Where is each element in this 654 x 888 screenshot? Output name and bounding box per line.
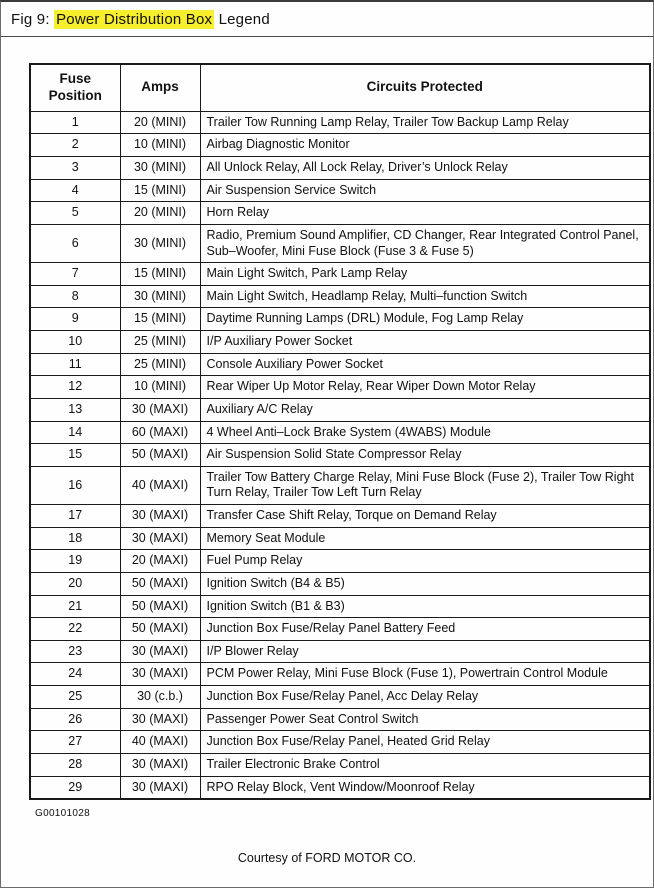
fuse-position-cell: 6 [30, 224, 120, 262]
circuits-cell: Fuel Pump Relay [200, 550, 650, 573]
fuse-position-cell: 17 [30, 505, 120, 528]
amps-cell: 10 (MINI) [120, 376, 200, 399]
amps-cell: 15 (MINI) [120, 179, 200, 202]
circuits-cell: 4 Wheel Anti–Lock Brake System (4WABS) Module [200, 421, 650, 444]
table-row [30, 505, 650, 528]
amps-cell: 20 (MINI) [120, 111, 200, 134]
amps-cell: 25 (MINI) [120, 331, 200, 354]
table-row [30, 353, 650, 376]
circuits-cell: Trailer Electronic Brake Control [200, 753, 650, 776]
amps-cell: 40 (MAXI) [120, 466, 200, 504]
amps-cell: 30 (MAXI) [120, 527, 200, 550]
circuits-cell: Transfer Case Shift Relay, Torque on Demand Relay [200, 505, 650, 528]
fuse-position-cell: 4 [30, 179, 120, 202]
fuse-position-cell: 19 [30, 550, 120, 573]
fuse-legend-table [29, 63, 651, 800]
header-amps: Amps [120, 64, 200, 111]
circuits-cell: Trailer Tow Running Lamp Relay, Trailer Tow Backup Lamp Relay [200, 111, 650, 134]
fuse-position-cell: 5 [30, 202, 120, 225]
amps-cell: 15 (MINI) [120, 308, 200, 331]
fuse-position-cell: 13 [30, 398, 120, 421]
amps-cell: 30 (MINI) [120, 285, 200, 308]
fuse-position-cell: 7 [30, 263, 120, 286]
table-row [30, 776, 650, 799]
circuits-cell: Airbag Diagnostic Monitor [200, 134, 650, 157]
table-row [30, 595, 650, 618]
table-row [30, 157, 650, 180]
table-row [30, 202, 650, 225]
circuits-cell: PCM Power Relay, Mini Fuse Block (Fuse 1), Powertrain Control Module [200, 663, 650, 686]
amps-cell: 30 (MAXI) [120, 505, 200, 528]
table-row [30, 134, 650, 157]
amps-cell: 30 (MAXI) [120, 663, 200, 686]
fuse-position-cell: 15 [30, 444, 120, 467]
fuse-position-cell: 20 [30, 572, 120, 595]
table-row [30, 179, 650, 202]
amps-cell: 30 (MAXI) [120, 708, 200, 731]
fuse-position-cell: 16 [30, 466, 120, 504]
amps-cell: 15 (MINI) [120, 263, 200, 286]
table-row [30, 376, 650, 399]
table-row [30, 572, 650, 595]
circuits-cell: Air Suspension Service Switch [200, 179, 650, 202]
header-fuse-position: Fuse Position [30, 64, 120, 111]
circuits-cell: Junction Box Fuse/Relay Panel Battery Feed [200, 618, 650, 641]
table-row [30, 663, 650, 686]
amps-cell: 50 (MAXI) [120, 595, 200, 618]
table-row [30, 331, 650, 354]
circuits-cell: Memory Seat Module [200, 527, 650, 550]
table-row [30, 640, 650, 663]
figure-title-suffix: Legend [214, 11, 270, 28]
fuse-position-cell: 29 [30, 776, 120, 799]
amps-cell: 50 (MAXI) [120, 444, 200, 467]
circuits-cell: Trailer Tow Battery Charge Relay, Mini Fuse Block (Fuse 2), Trailer Tow Right Turn Relay, Trailer Tow Left Turn Relay [200, 466, 650, 504]
fuse-position-cell: 26 [30, 708, 120, 731]
fuse-position-cell: 21 [30, 595, 120, 618]
table-row [30, 466, 650, 504]
table-row [30, 421, 650, 444]
table-row [30, 731, 650, 754]
circuits-cell: Daytime Running Lamps (DRL) Module, Fog Lamp Relay [200, 308, 650, 331]
circuits-cell: Ignition Switch (B4 & B5) [200, 572, 650, 595]
table-header-row [30, 64, 650, 111]
fuse-position-cell: 25 [30, 686, 120, 709]
amps-cell: 30 (MAXI) [120, 640, 200, 663]
amps-cell: 50 (MAXI) [120, 572, 200, 595]
fuse-position-cell: 27 [30, 731, 120, 754]
amps-cell: 25 (MINI) [120, 353, 200, 376]
fuse-position-cell: 22 [30, 618, 120, 641]
fuse-position-cell: 14 [30, 421, 120, 444]
table-row [30, 550, 650, 573]
circuits-cell: All Unlock Relay, All Lock Relay, Driver’s Unlock Relay [200, 157, 650, 180]
amps-cell: 30 (c.b.) [120, 686, 200, 709]
amps-cell: 20 (MINI) [120, 202, 200, 225]
table-row [30, 263, 650, 286]
circuits-cell: RPO Relay Block, Vent Window/Moonroof Relay [200, 776, 650, 799]
table-row [30, 308, 650, 331]
circuits-cell: Horn Relay [200, 202, 650, 225]
fuse-position-cell: 23 [30, 640, 120, 663]
table-row [30, 708, 650, 731]
fuse-position-cell: 1 [30, 111, 120, 134]
header-circuits-protected: Circuits Protected [200, 64, 650, 111]
circuits-cell: Junction Box Fuse/Relay Panel, Acc Delay Relay [200, 686, 650, 709]
table-row [30, 224, 650, 262]
amps-cell: 30 (MAXI) [120, 398, 200, 421]
amps-cell: 30 (MAXI) [120, 753, 200, 776]
circuits-cell: Console Auxiliary Power Socket [200, 353, 650, 376]
circuits-cell: Auxiliary A/C Relay [200, 398, 650, 421]
circuits-cell: Main Light Switch, Headlamp Relay, Multi–function Switch [200, 285, 650, 308]
fuse-position-cell: 11 [30, 353, 120, 376]
figure-title [1, 2, 653, 37]
circuits-cell: Radio, Premium Sound Amplifier, CD Changer, Rear Integrated Control Panel, Sub–Woofer, Mini Fuse Block (Fuse 3 & Fuse 5) [200, 224, 650, 262]
fuse-position-cell: 2 [30, 134, 120, 157]
table-row [30, 444, 650, 467]
amps-cell: 10 (MINI) [120, 134, 200, 157]
figure-reference-code: G00101028 [35, 808, 90, 820]
figure-title-prefix: Fig 9: [11, 11, 55, 28]
fuse-position-cell: 3 [30, 157, 120, 180]
circuits-cell: Rear Wiper Up Motor Relay, Rear Wiper Down Motor Relay [200, 376, 650, 399]
table-row [30, 285, 650, 308]
table-row [30, 398, 650, 421]
circuits-cell: Ignition Switch (B1 & B3) [200, 595, 650, 618]
circuits-cell: Air Suspension Solid State Compressor Relay [200, 444, 650, 467]
fuse-table-body [30, 111, 650, 799]
fuse-position-cell: 9 [30, 308, 120, 331]
table-row [30, 686, 650, 709]
amps-cell: 50 (MAXI) [120, 618, 200, 641]
amps-cell: 20 (MAXI) [120, 550, 200, 573]
courtesy-line: Courtesy of FORD MOTOR CO. [237, 851, 417, 865]
circuits-cell: I/P Blower Relay [200, 640, 650, 663]
amps-cell: 30 (MINI) [120, 157, 200, 180]
fuse-position-cell: 12 [30, 376, 120, 399]
fuse-position-cell: 28 [30, 753, 120, 776]
amps-cell: 30 (MINI) [120, 224, 200, 262]
fuse-position-cell: 24 [30, 663, 120, 686]
circuits-cell: Passenger Power Seat Control Switch [200, 708, 650, 731]
fuse-position-cell: 8 [30, 285, 120, 308]
circuits-cell: I/P Auxiliary Power Socket [200, 331, 650, 354]
circuits-cell: Junction Box Fuse/Relay Panel, Heated Grid Relay [200, 731, 650, 754]
amps-cell: 30 (MAXI) [120, 776, 200, 799]
circuits-cell: Main Light Switch, Park Lamp Relay [200, 263, 650, 286]
table-row [30, 753, 650, 776]
table-row [30, 111, 650, 134]
figure-title-highlight: Power Distribution Box [56, 11, 213, 28]
fuse-legend-table-wrap [29, 63, 651, 800]
amps-cell: 40 (MAXI) [120, 731, 200, 754]
table-row [30, 527, 650, 550]
amps-cell: 60 (MAXI) [120, 421, 200, 444]
table-row [30, 618, 650, 641]
fuse-position-cell: 10 [30, 331, 120, 354]
fuse-position-cell: 18 [30, 527, 120, 550]
